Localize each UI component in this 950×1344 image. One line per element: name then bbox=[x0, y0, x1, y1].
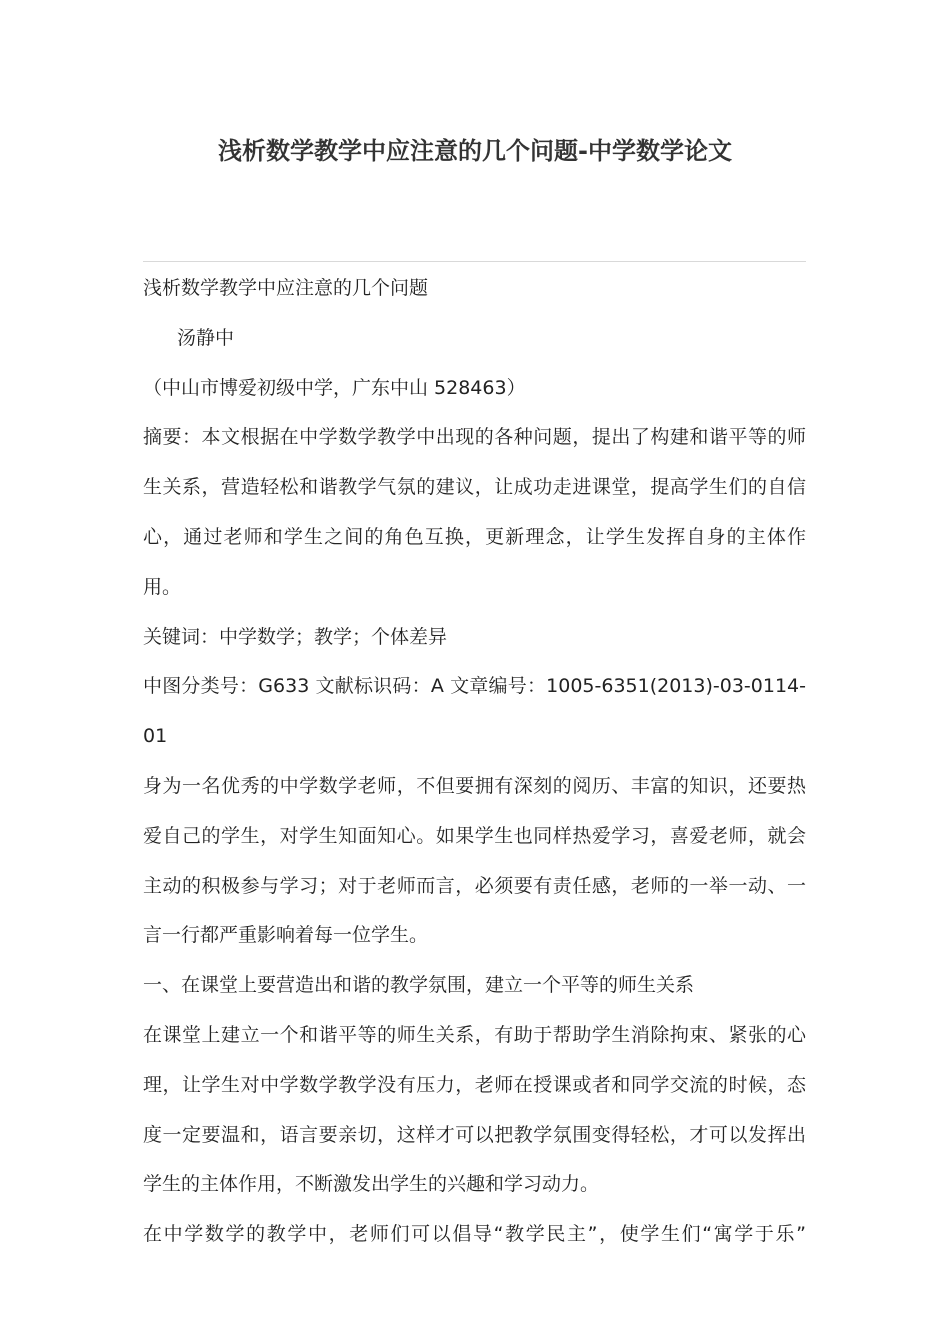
abstract-paragraph: 摘要：本文根据在中学数学教学中出现的各种问题，提出了构建和谐平等的师生关系，营造轻松和谐教学气氛的建议，让成功走进课堂，提高学生们的自信心，通过老师和学生之间的角色互换，更新理念，让学生发挥自身的主体作用。 bbox=[143, 426, 806, 598]
title-divider bbox=[143, 261, 806, 262]
keywords-line: 关键词：中学数学；教学；个体差异 bbox=[143, 625, 448, 648]
author-affiliation: （中山市博爱初级中学，广东中山 528463） bbox=[143, 376, 526, 399]
document-title: 浅析数学教学中应注意的几个问题-中学数学论文 bbox=[218, 137, 732, 165]
section-heading: 一、在课堂上要营造出和谐的教学氛围，建立一个平等的师生关系 bbox=[143, 974, 695, 997]
body-paragraph-continued: 在中学数学的教学中，老师们可以倡导“教学民主”，使学生们“寓学于乐” bbox=[143, 1223, 806, 1246]
classification-line: 中图分类号：G633 文献标识码：A 文章编号：1005-6351(2013)-03-0114-01 bbox=[143, 675, 806, 748]
author-name: 汤静中 bbox=[177, 326, 235, 349]
article-title: 浅析数学教学中应注意的几个问题 bbox=[143, 277, 429, 299]
document-body bbox=[143, 264, 806, 1260]
intro-paragraph: 身为一名优秀的中学数学老师，不但要拥有深刻的阅历、丰富的知识，还要热爱自己的学生，对学生知面知心。如果学生也同样热爱学习，喜爱老师，就会主动的积极参与学习；对于老师而言，必须要有责任感，老师的一举一动、一言一行都严重影响着每一位学生。 bbox=[143, 774, 806, 947]
body-paragraph: 在课堂上建立一个和谐平等的师生关系，有助于帮助学生消除拘束、紧张的心理，让学生对中学数学教学没有压力，老师在授课或者和同学交流的时候，态度一定要温和，语言要亲切，这样才可以把教学氛围变得轻松，才可以发挥出学生的主体作用，不断激发出学生的兴趣和学习动力。 bbox=[143, 1023, 806, 1196]
